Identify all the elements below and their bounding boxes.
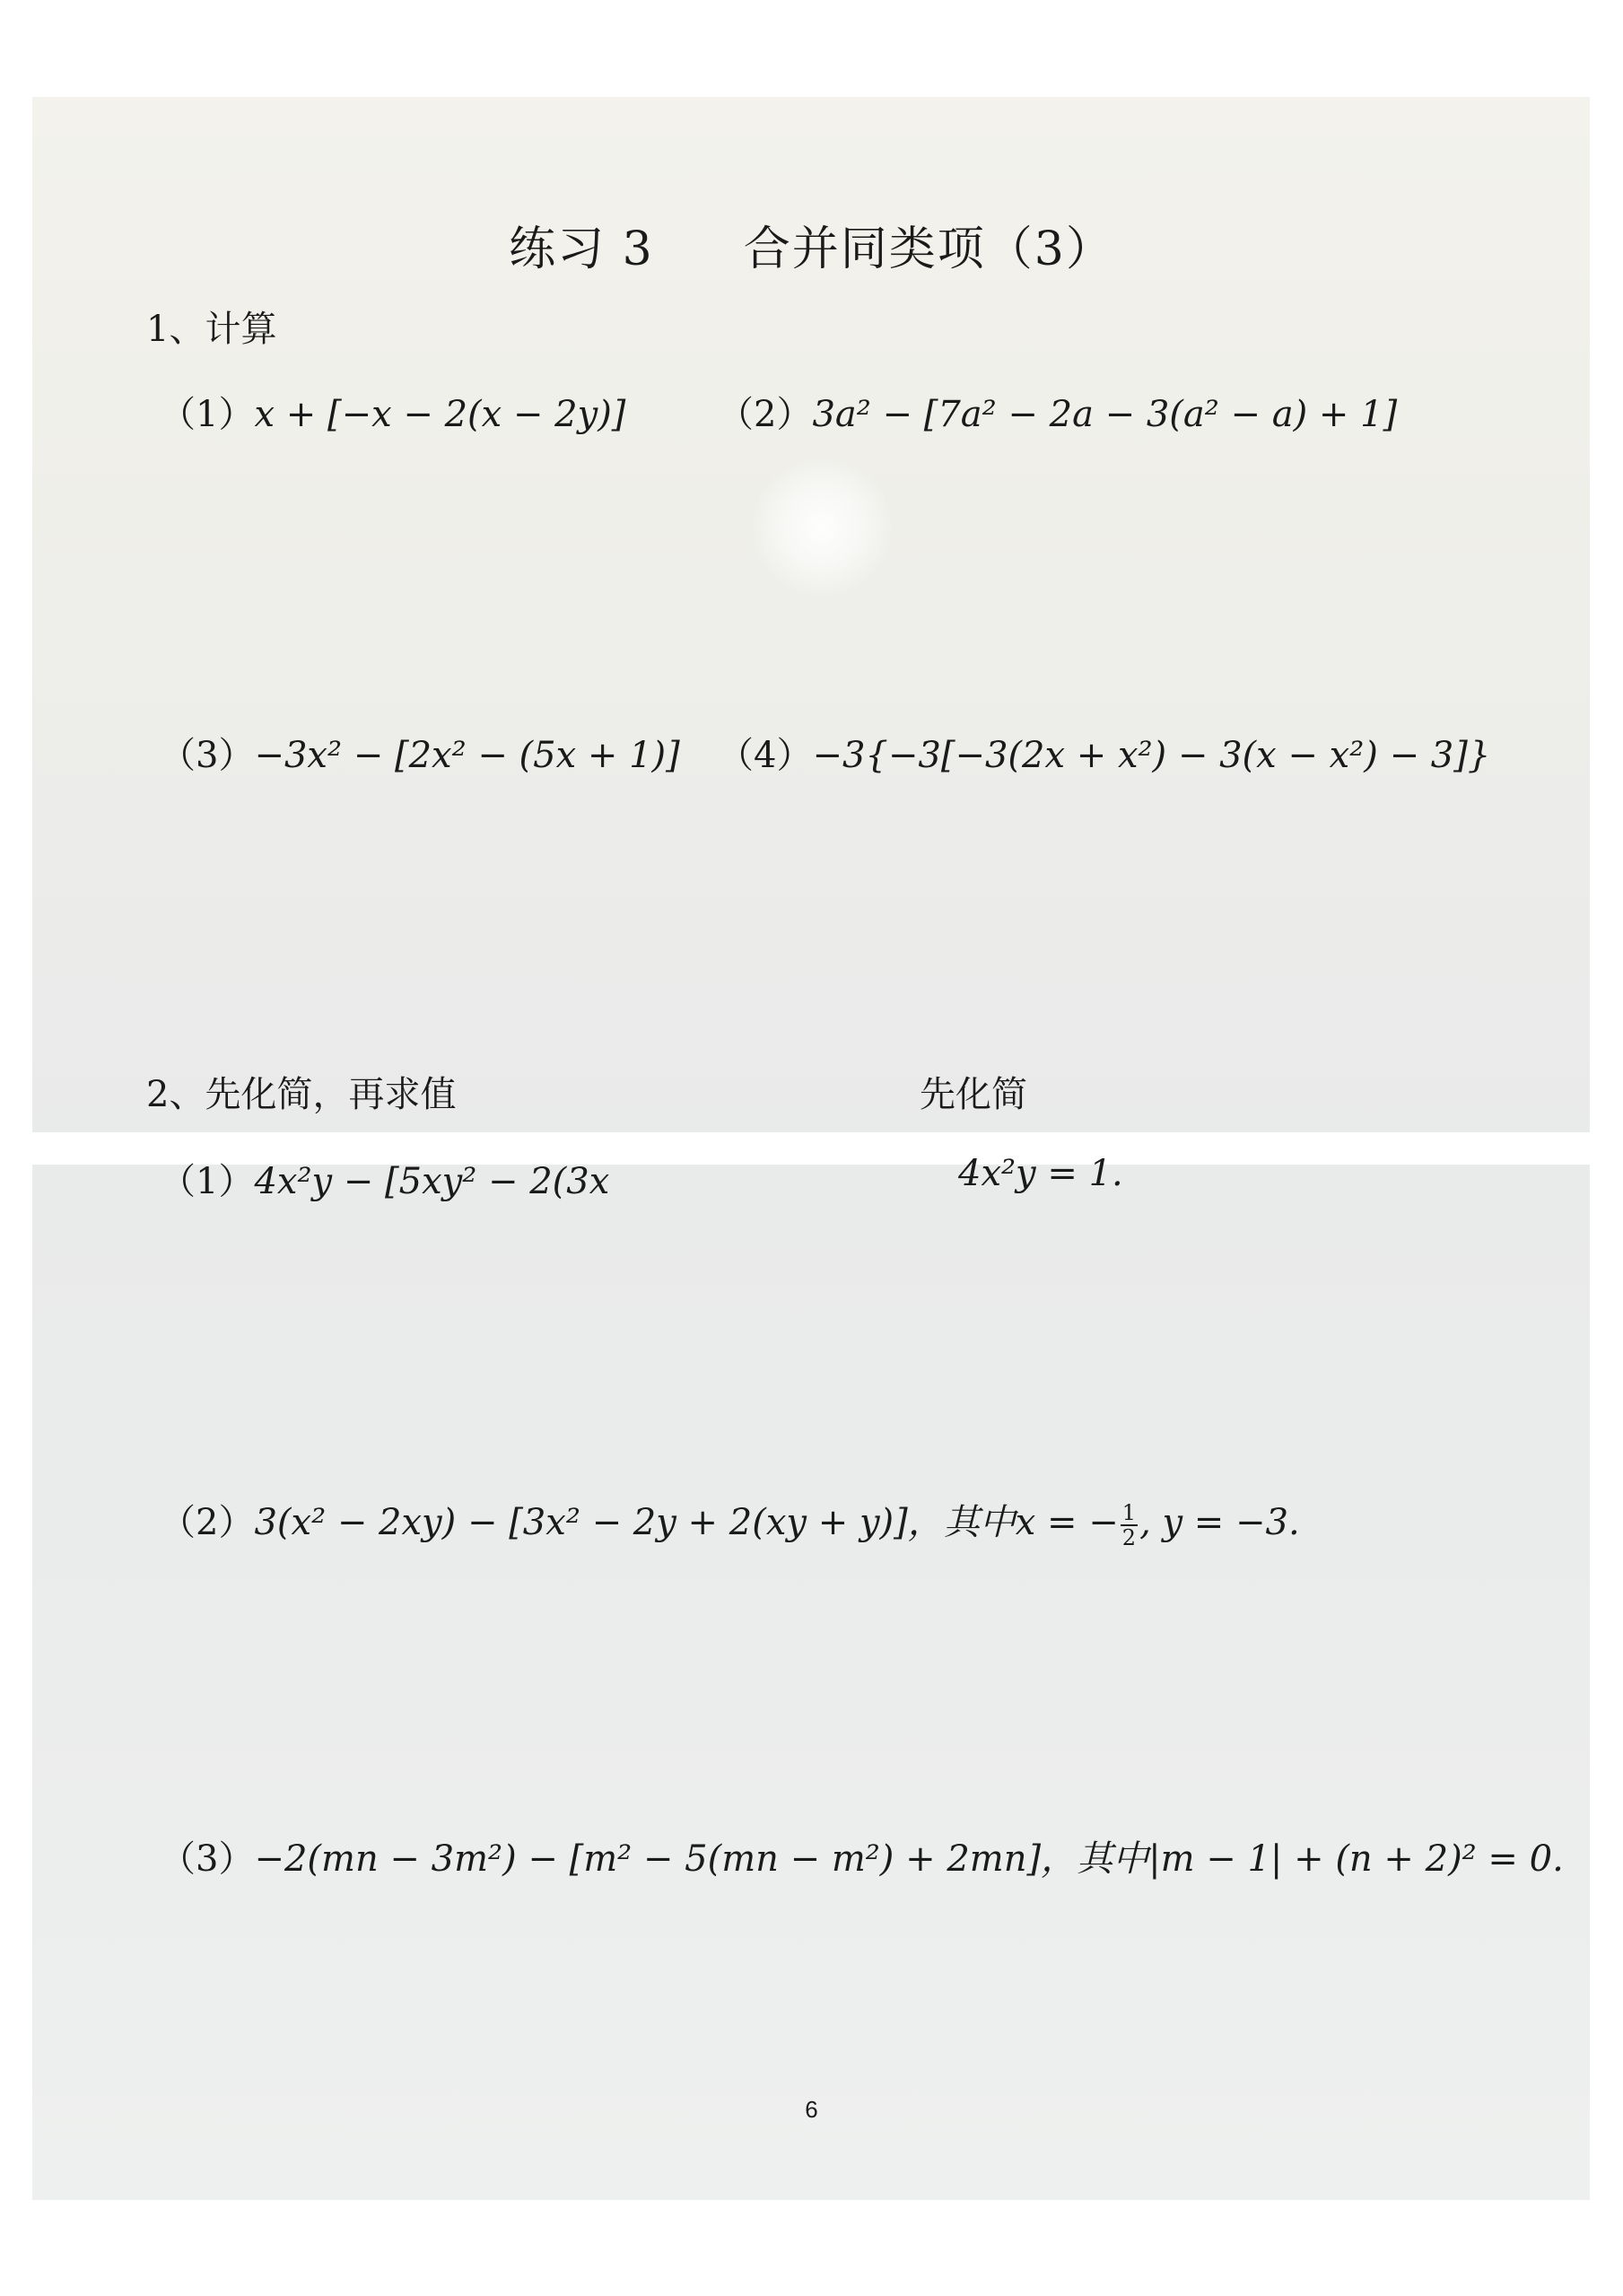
problem-1-4 xyxy=(718,727,1490,778)
problem-label: （4） xyxy=(718,735,813,776)
problem-1-3 xyxy=(160,727,680,778)
problem-expr: −2(mn − 3m²) − [m² − 5(mn − m²) + 2mn]，其中|m − 1| + (n + 2)² = 0. xyxy=(254,1838,1564,1880)
problem-label: （3） xyxy=(160,735,255,776)
problem-2-3 xyxy=(160,1830,1564,1881)
section1-heading: 1、计算 xyxy=(146,309,277,350)
problem-label: （2） xyxy=(160,1502,255,1543)
section2-heading-overlap: 先化简 xyxy=(920,1074,1027,1115)
problem-expr: 3a² − [7a² − 2a − 3(a² − a) + 1] xyxy=(812,394,1398,435)
problem-1-2 xyxy=(718,386,1397,437)
problem-2-2 xyxy=(160,1494,1300,1550)
problem-expr: −3x² − [2x² − (5x + 1)] xyxy=(254,735,680,776)
problem-expr: −3{−3[−3(2x + x²) − 3(x − x²) − 3]} xyxy=(812,735,1491,776)
problem-2-1 xyxy=(160,1153,609,1204)
title-left: 练习 3 xyxy=(509,223,654,276)
fraction-denominator: 2 xyxy=(1121,1525,1137,1550)
section2-heading: 2、先化简，再求值 xyxy=(146,1074,457,1115)
title-right: 合并同类项（3） xyxy=(743,223,1114,276)
problem-1-1 xyxy=(160,386,625,437)
problem-label: （3） xyxy=(160,1838,255,1880)
problem-label: （2） xyxy=(718,394,813,435)
fraction xyxy=(1121,1501,1138,1550)
problem-label: （1） xyxy=(160,394,255,435)
problem-condition: , y = −3. xyxy=(1139,1502,1300,1543)
problem-2-1-tail xyxy=(958,1153,1123,1194)
problem-expr: 4x²y − [5xy² − 2(3x xyxy=(254,1161,610,1202)
page-number: 6 xyxy=(805,2096,818,2123)
problem-label: （1） xyxy=(160,1161,255,1202)
sun-glow xyxy=(750,456,894,599)
fraction-numerator: 1 xyxy=(1121,1500,1137,1525)
problem-expr: 3(x² − 2xy) − [3x² − 2y + 2(xy + y)]，其中x = − xyxy=(254,1502,1119,1543)
page-title xyxy=(0,211,1623,278)
problem-condition: 4x²y = 1. xyxy=(958,1153,1123,1194)
problem-expr: x + [−x − 2(x − 2y)] xyxy=(254,394,626,435)
